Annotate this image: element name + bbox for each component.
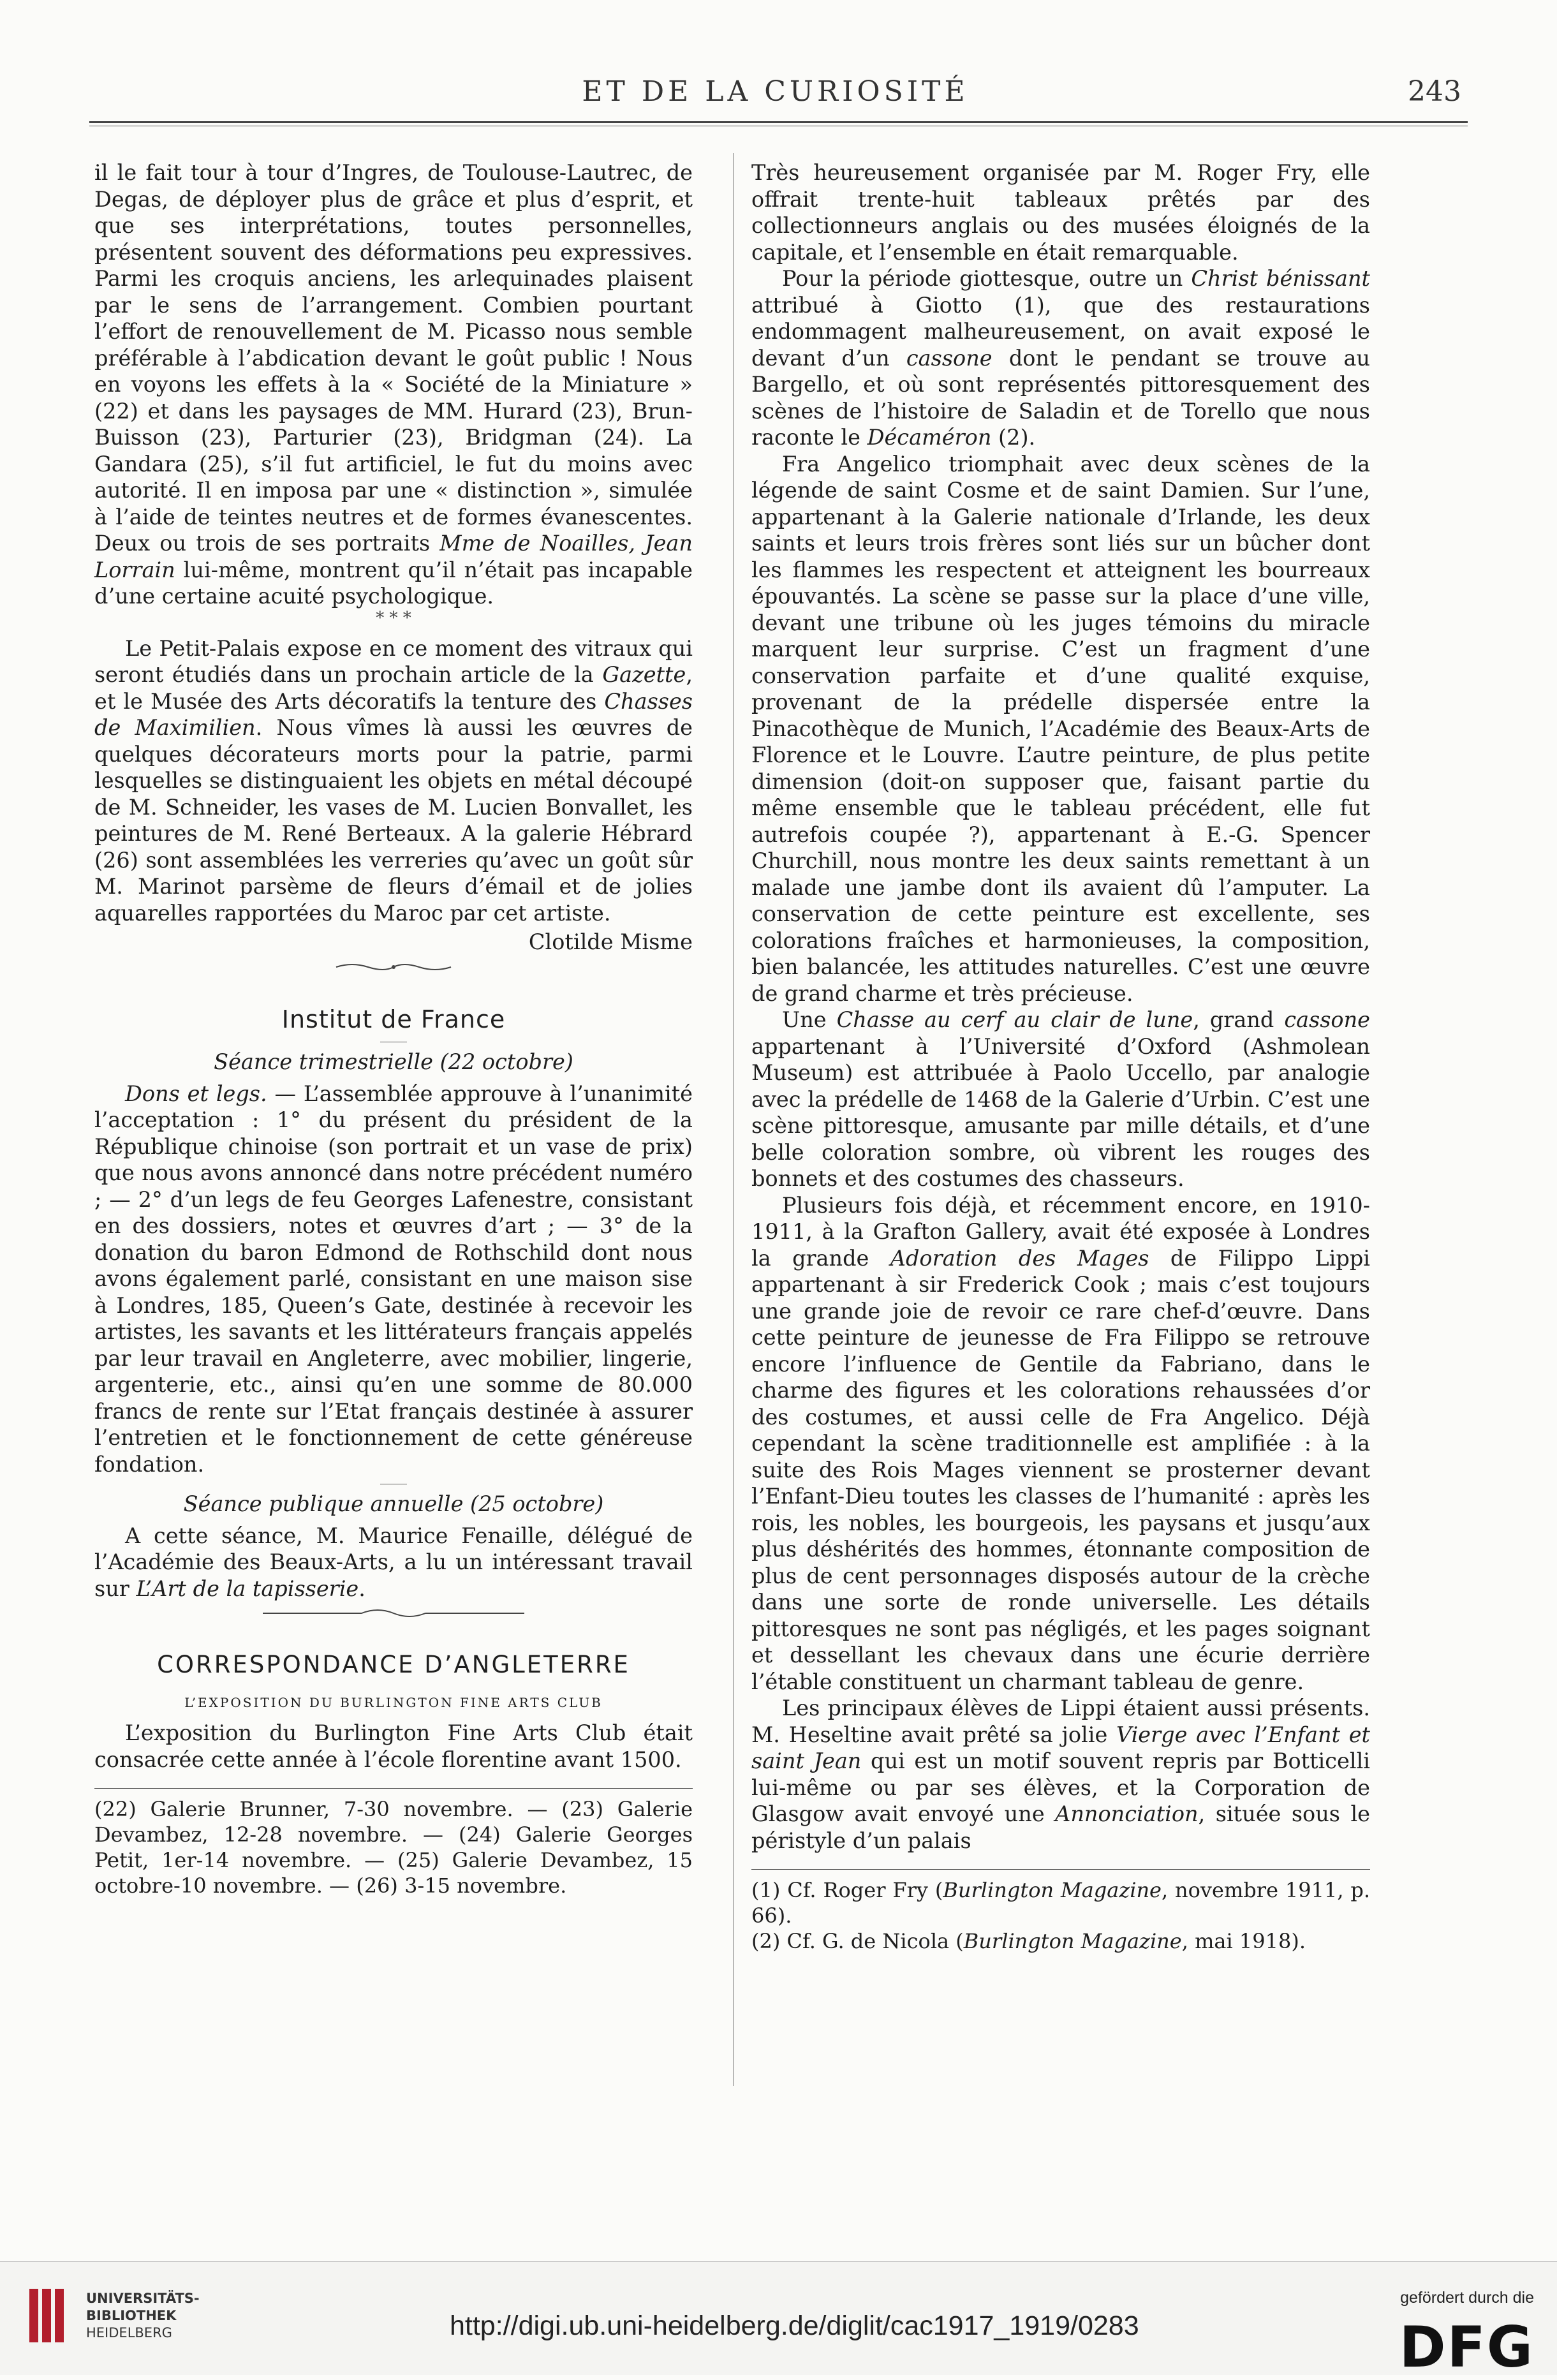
right-column: [751, 159, 1370, 1954]
author-signature: Clotilde Misme: [528, 929, 693, 954]
left-column: [94, 159, 693, 1898]
paragraph: il le fait tour à tour d’Ingres, de Toulouse-Lautrec, de Degas, de déployer plus de grâce et plus d’esprit, et que ses interprétations, toutes personnelles, présentent souvent des déformations peu expressives. Parmi les croquis anciens, les arlequinades plaisent par le sens de l’arrangement. Combien pourtant l’effort de renouvellement de M. Picasso nous semble préférable à l’abdication devant le goût public ! Nous en voyons les effets à la « Société de la Miniature » (22) et dans les paysages de MM. Hurard (23), Brun-Buisson (23), Parturier (23), Bridgman (24). La Gandara (25), s’il fut artificiel, le fut du moins avec autorité. Il en imposa par une « distinction », simulée à l’aide de teintes neutres et de formes évanescentes. Deux ou trois de ses portraits Mme de Noailles, Jean Lorrain lui-même, montrent qu’il n’était pas incapable d’une certaine acuité psychologique.: [94, 160, 693, 609]
section-title: Institut de France: [281, 1005, 506, 1033]
session-subtitle: Séance trimestrielle (22 octobre): [214, 1049, 573, 1074]
footnote: (2) Cf. G. de Nicola (Burlington Magazine, mai 1918).: [751, 1929, 1306, 1953]
library-name: UNIVERSITÄTS- BIBLIOTHEK HEIDELBERG: [86, 2291, 200, 2340]
section-title: CORRESPONDANCE D’ANGLETERRE: [157, 1651, 630, 1678]
ornament-divider: [94, 1607, 693, 1632]
paragraph: Très heureusement organisée par M. Roger Fry, elle offrait trente-huit tableaux prêtés par des collectionneurs anglais ou des musées éloignés de la capitale, et l’ensemble en était remarquable.: [751, 160, 1370, 265]
permalink-url[interactable]: http://digi.ub.uni-heidelberg.de/diglit/cac1917_1919/0283: [450, 2310, 1139, 2341]
paragraph: Plusieurs fois déjà, et récemment encore, en 1910-1911, à la Grafton Gallery, avait été exposée à Londres la grande Adoration des Mages de Filippo Lippi appartenant à sir Frederick Cook ; mais c’est toujours une grande joie de revoir ce rare chef-d’œuvre. Dans cette peinture de jeunesse de Fra Filippo se retrouve encore l’influence de Gentile da Fabriano, dans le charme des figures et les colorations rehaussées d’or des costumes, et aussi celle de Fra Angelico. Déjà cependant la scène traditionnelle est amplifiée : à la suite des Rois Mages viennent se prosterner devant l’Enfant-Dieu toutes les classes de l’humanité : après les rois, les nobles, les bourgeois, les paysans et jusqu’aux plus déshérités des hommes, étonnante composition de plus de cent personnages disposés autour de la crèche dans une sorte de ronde universelle. Les détails pittoresques ne sont pas négligés, et les pages soignant et dessellant les chevaux dans une écurie derrière l’étable constituent un charmant tableau de genre.: [751, 1192, 1370, 1694]
paragraph: Pour la période giottesque, outre un Christ bénissant attribué à Giotto (1), que des restaurations endommagent malheureusement, on avait exposé le devant d’un cassone dont le pendant se trouve au Bargello, et où sont représentés pittoresquement des scènes de l’histoire de Saladin et de Torello que nous raconte le Décaméron (2).: [751, 266, 1371, 450]
footnote-rule: [751, 1869, 1370, 1870]
ornament-divider: [94, 961, 693, 986]
digitization-footer: [0, 2262, 1557, 2380]
paragraph: Le Petit-Palais expose en ce moment des vitraux qui seront étudiés dans un prochain article de la Gazette, et le Musée des Arts décoratifs la tenture des Chasses de Maximilien. Nous vîmes là aussi les œuvres de quelques décorateurs morts pour la patrie, parmi lesquelles se distinguaient les objets en métal découpé de M. Schneider, les vases de M. Lucien Bonvallet, les peintures de M. René Berteaux. A la galerie Hébrard (26) sont assemblées les verreries qu’avec un goût sûr M. Marinot parsème de fleurs d’émail et de jolies aquarelles rapportées du Maroc par cet artiste.: [94, 635, 693, 926]
section-stars: * * *: [376, 608, 411, 628]
running-head: [89, 75, 1461, 114]
dfg-logo: DFG: [1399, 2314, 1534, 2380]
paragraph: L’exposition du Burlington Fine Arts Club était consacrée cette année à l’école florentine avant 1500.: [94, 1720, 693, 1772]
running-title: ET DE LA CURIOSITÉ: [582, 75, 969, 108]
funding-label: gefördert durch die: [1400, 2289, 1534, 2307]
paragraph: Dons et legs. — L’assemblée approuve à l’unanimité l’acceptation : 1° du présent du président de la République chinoise (son portrait et un vase de prix) que nous avons annoncé dans notre précédent numéro ; — 2° d’un legs de feu Georges Lafenestre, consistant en des dossiers, notes et œuvres d’art ; — 3° de la donation du baron Edmond de Rothschild dont nous avons également parlé, consistant en une maison sise à Londres, 185, Queen’s Gate, destinée à recevoir les artistes, les savants et les littérateurs français appelés par leur travail en Angleterre, avec mobilier, lingerie, argenterie, etc., ainsi qu’en une somme de 80.000 francs de rente sur l’Etat français destinée à assurer l’entretien et le fonctionnement de cette généreuse fondation.: [94, 1081, 693, 1477]
paragraph: Fra Angelico triomphait avec deux scènes de la légende de saint Cosme et de saint Damien. Sur l’une, appartenant à la Galerie nationale d’Irlande, les deux saints et leurs trois frères sont liés sur un bûcher dont les flammes les respectent et atteignent les bourreaux épouvantés. La scène se passe sur la place d’une ville, devant une tribune où les juges témoins du miracle marquent leur surprise. C’est un fragment d’une conservation parfaite et d’une qualité exquise, provenant de la prédelle dispersée entre la Pinacothèque de Munich, l’Académie des Beaux-Arts de Florence et le Louvre. L’autre peinture, de plus petite dimension (doit-on supposer que, faisant partie du même ensemble que le tableau précédent, elle fut autrefois coupée ?), appartenant à E.-G. Spencer Churchill, nous montre les deux saints remettant à un malade une jambe dont ils avaient dû l’amputer. La conservation de cette peinture est excellente, ses colorations fraîches et harmonieuses, la composition, bien balancée, les attitudes naturelles. C’est une œuvre de grand charme et très précieuse.: [751, 451, 1370, 1006]
header-rule: [89, 121, 1468, 123]
paragraph: A cette séance, M. Maurice Fenaille, délégué de l’Académie des Beaux-Arts, a lu un intéressant travail sur L’Art de la tapisserie.: [94, 1523, 693, 1601]
page-number: 243: [1408, 75, 1461, 108]
subsection-title: L’EXPOSITION DU BURLINGTON FINE ARTS CLUB: [184, 1694, 603, 1710]
paragraph: Les principaux élèves de Lippi étaient aussi présents. M. Heseltine avait prêté sa jolie Vierge avec l’Enfant et saint Jean qui est un motif souvent repris par Botticelli lui-même ou par ses élèves, et la Corporation de Glasgow avait envoyé une Annonciation, située sous le péristyle d’un palais: [751, 1696, 1371, 1853]
university-library-logo-icon: [26, 2285, 70, 2346]
footnote: (22) Galerie Brunner, 7-30 novembre. — (23) Galerie Devambez, 12-28 novembre. — (24) Galerie Georges Petit, 1er-14 novembre. — (25) Galerie Devambez, 15 octobre-10 novembre. — (26) 3-15 novembre.: [94, 1797, 693, 1898]
footnote-rule: [94, 1788, 693, 1789]
session-subtitle: Séance publique annuelle (25 octobre): [183, 1491, 604, 1516]
paragraph: Une Chasse au cerf au clair de lune, grand cassone appartenant à l’Université d’Oxford (Ashmolean Museum) est attribuée à Paolo Uccello, par analogie avec la prédelle de 1468 de la Galerie d’Urbin. C’est une scène pittoresque, amusante par mille détails, et d’une belle coloration sombre, où vibrent les rouges des bonnets et des costumes des chasseurs.: [751, 1007, 1370, 1191]
footnote: (1) Cf. Roger Fry (Burlington Magazine, novembre 1911, p. 66).: [751, 1878, 1371, 1928]
